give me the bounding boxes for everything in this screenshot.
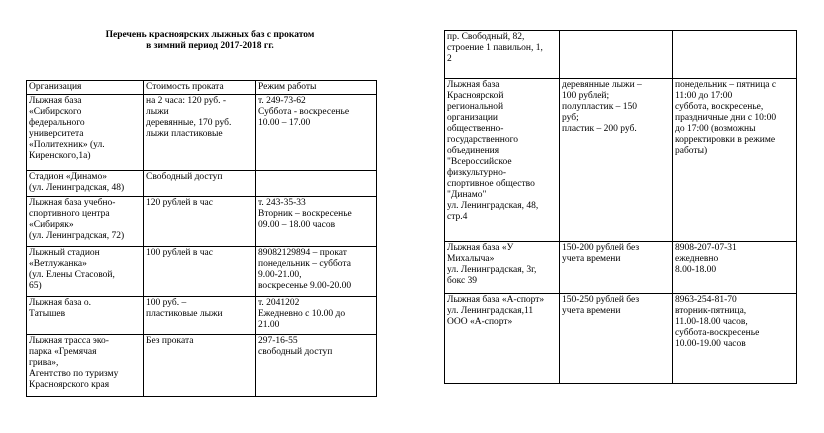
cell-working-hours: т. 249-73-62 Суббота - воскресенье 10.00 – 17.00 [256, 95, 377, 171]
header-organization: Организация [27, 81, 144, 95]
cell-rental-cost: Свободный доступ [144, 171, 256, 197]
cell-organization: Лыжная база о. Татышев [27, 297, 144, 335]
table-row [27, 197, 377, 247]
cell-working-hours [673, 31, 797, 79]
cell-working-hours: 8908-207-07-31 ежедневно 8.00-18.00 [673, 242, 797, 294]
title-line-2: в зимний период 2017-2018 гг. [146, 41, 274, 51]
ski-bases-table-left [26, 80, 377, 397]
cell-working-hours: понедельник – пятница с 11:00 до 17:00 суббота, воскресенье, праздничные дни с 10:00 до 17:00 (возможны корректировки в режиме работы) [673, 79, 797, 242]
table-row [27, 95, 377, 171]
cell-organization: Лыжная база «У Михалыча» ул. Ленинградская, 3г, бокс 39 [445, 242, 560, 294]
cell-rental-cost: 150-200 рублей без учета времени [560, 242, 673, 294]
cell-organization: Лыжная база «Сибирского федерального университета «Политехник» (ул. Киренского,1а) [27, 95, 144, 171]
page-right [424, 0, 824, 433]
cell-rental-cost: деревянные лыжи – 100 рублей; полупластик – 150 руб; пластик – 200 руб. [560, 79, 673, 242]
cell-organization: Лыжная база «А-спорт» ул. Ленинградская,11 ООО «А-спорт» [445, 294, 560, 384]
table-row [445, 294, 797, 384]
table-row [27, 171, 377, 197]
cell-organization: Лыжная база Красноярской региональной организации общественно- государственного объединения "Всероссийское физкультурно- спортивное общество "Динамо" ул. Ленинградская, 48, стр.4 [445, 79, 560, 242]
table-row [27, 247, 377, 297]
cell-working-hours: 297-16-55 свободный доступ [256, 335, 377, 397]
table-row [445, 242, 797, 294]
title-line-1: Перечень красноярских лыжных баз с прокатом [105, 30, 315, 40]
cell-rental-cost: Без проката [144, 335, 256, 397]
document-title [60, 30, 360, 52]
cell-rental-cost [560, 31, 673, 79]
table-row [27, 335, 377, 397]
ski-bases-table-right [444, 30, 797, 384]
table-row [445, 79, 797, 242]
cell-rental-cost: 150-250 рублей без учета времени [560, 294, 673, 384]
cell-rental-cost: на 2 часа: 120 руб. - лыжи деревянные, 170 руб. лыжи пластиковые [144, 95, 256, 171]
cell-working-hours: 89082129894 – прокат понедельник – суббота 9.00-21.00, воскресенье 9.00-20.00 [256, 247, 377, 297]
cell-working-hours: т. 2041202 Ежедневно с 10.00 до 21.00 [256, 297, 377, 335]
cell-rental-cost: 100 рублей в час [144, 247, 256, 297]
cell-organization: пр. Свободный, 82, строение 1 павильон, 1, 2 [445, 31, 560, 79]
table-row [445, 31, 797, 79]
header-rental-cost: Стоимость проката [144, 81, 256, 95]
cell-working-hours: т. 243-35-33 Вторник – воскресенье 09.00 – 18.00 часов [256, 197, 377, 247]
cell-organization: Лыжная база учебно- спортивного центра «Сибиряк» (ул. Ленинградская, 72) [27, 197, 144, 247]
page-left [0, 0, 400, 433]
cell-organization: Стадион «Динамо» (ул. Ленинградская, 48) [27, 171, 144, 197]
cell-rental-cost: 120 рублей в час [144, 197, 256, 247]
table-header-row [27, 81, 377, 95]
cell-rental-cost: 100 руб. – пластиковые лыжи [144, 297, 256, 335]
cell-organization: Лыжный стадион «Ветлужанка» (ул. Елены Стасовой, 65) [27, 247, 144, 297]
cell-working-hours: 8963-254-81-70 вторник-пятница, 11.00-18.00 часов, суббота-воскресенье 10.00-19.00 часов [673, 294, 797, 384]
cell-organization: Лыжная трасса эко- парка «Гремячая грива», Агентство по туризму Красноярского края [27, 335, 144, 397]
cell-working-hours [256, 171, 377, 197]
table-row [27, 297, 377, 335]
header-working-hours: Режим работы [256, 81, 377, 95]
